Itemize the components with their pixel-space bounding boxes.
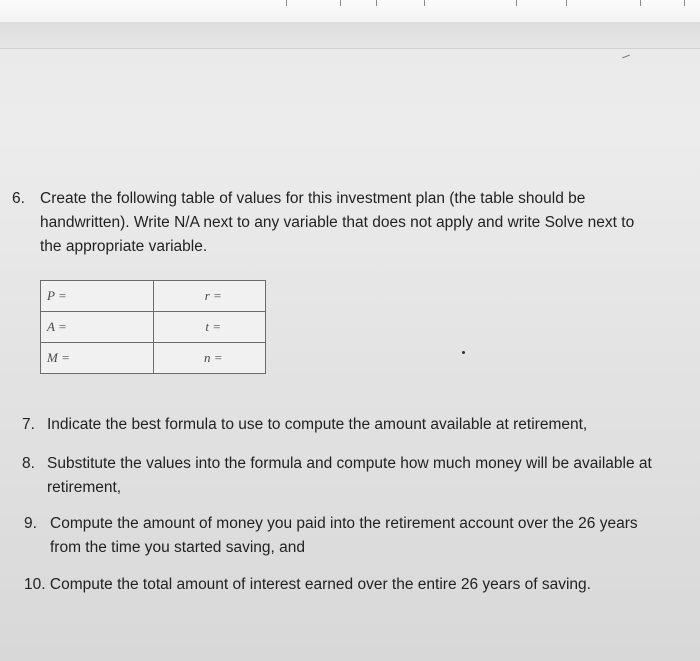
table-cell: P = [41, 281, 154, 312]
ruler-tick [286, 0, 287, 6]
question-number: 9. [24, 515, 37, 532]
question-number: 10. [24, 576, 46, 593]
pen-mark [622, 55, 630, 59]
question-line: Substitute the values into the formula and compute how much money will be available at [47, 455, 652, 472]
question-line: Create the following table of values for this investment plan (the table should be [40, 190, 586, 207]
table-row [41, 343, 266, 374]
question-number: 7. [22, 416, 35, 433]
question-number: 8. [22, 455, 35, 472]
table-row [41, 312, 266, 343]
ink-speck [462, 351, 465, 354]
question-text [47, 452, 652, 500]
table-cell: t = [153, 312, 266, 343]
question-line: Indicate the best formula to use to compute the amount available at retirement, [47, 416, 588, 433]
variables-table [40, 280, 266, 374]
table-cell: A = [41, 312, 154, 343]
question-number: 6. [12, 190, 25, 207]
ruler-tick [566, 0, 567, 6]
top-ruler-strip [0, 0, 700, 23]
question-line: retirement, [47, 479, 122, 496]
ruler-tick [340, 0, 341, 6]
table-row [41, 281, 266, 312]
ruler-tick [640, 0, 641, 6]
page-top-band [0, 22, 700, 49]
question-line: handwritten). Write N/A next to any variable that does not apply and write Solve next to [40, 214, 635, 231]
question-line: the appropriate variable. [40, 238, 208, 255]
ruler-tick [516, 0, 517, 6]
table-cell: M = [41, 343, 154, 374]
ruler-tick [376, 0, 377, 6]
question-text [24, 573, 591, 597]
question-text [50, 512, 638, 560]
table-cell: n = [153, 343, 266, 374]
question-line: Compute the total amount of interest earned over the entire 26 years of saving. [49, 576, 591, 593]
question-line: Compute the amount of money you paid into the retirement account over the 26 years [50, 515, 638, 532]
question-line: from the time you started saving, and [50, 539, 306, 556]
question-text [40, 187, 634, 259]
ruler-tick [684, 0, 685, 6]
question-text [47, 413, 587, 437]
table-cell: r = [153, 281, 266, 312]
ruler-tick [424, 0, 425, 6]
